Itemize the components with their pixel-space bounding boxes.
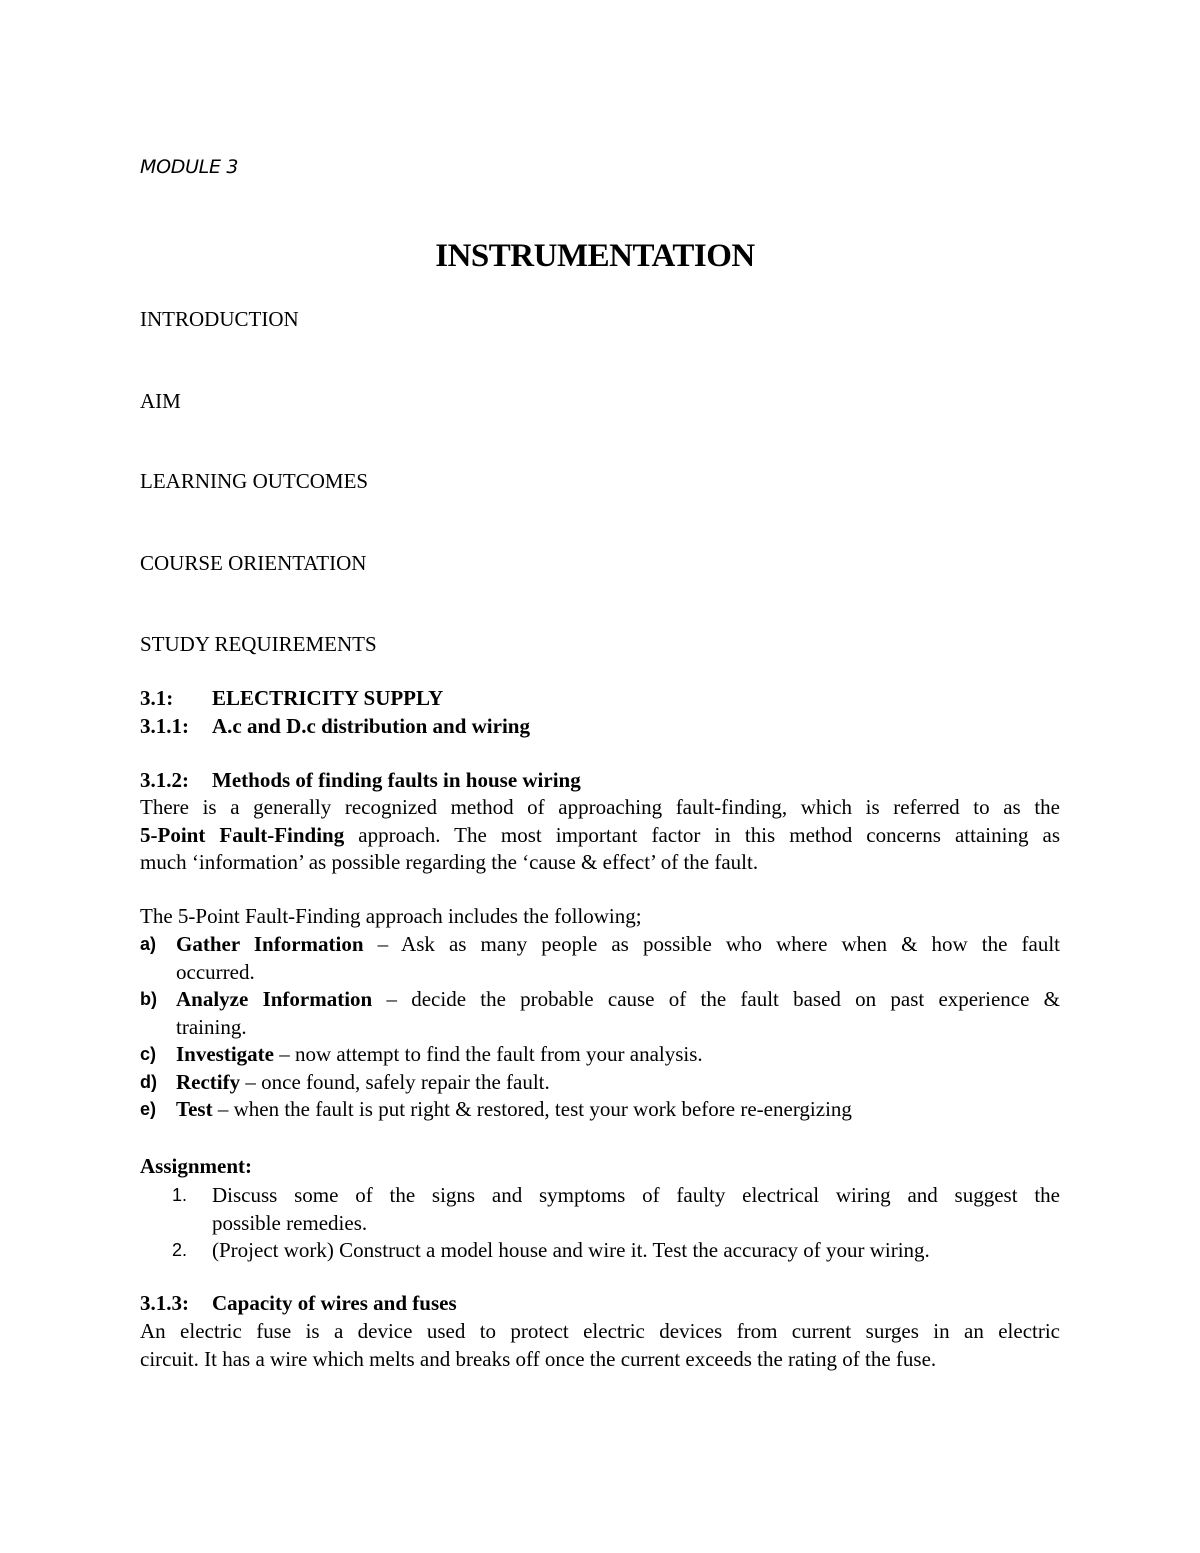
list-item-line: (Project work) Construct a model house and wire it. Test the accuracy of your wiring. xyxy=(212,1238,930,1262)
list-marker: e) xyxy=(140,1099,157,1119)
heading-study-requirements: STUDY REQUIREMENTS xyxy=(140,632,377,656)
paragraph-line: circuit. It has a wire which melts and breaks off once the current exceeds the rating of the fuse. xyxy=(140,1346,937,1371)
list-item-line xyxy=(176,1069,1060,1097)
step-term: Rectify xyxy=(176,1069,241,1094)
section-3-1-1 xyxy=(140,714,530,739)
section-title: Methods of finding faults in house wiring xyxy=(212,768,581,792)
paragraph-line xyxy=(140,822,1060,850)
list-item xyxy=(172,1237,1060,1265)
step-term: Investigate xyxy=(176,1042,274,1066)
heading-introduction: INTRODUCTION xyxy=(140,307,299,331)
fault-finding-intro-paragraph xyxy=(140,794,1060,877)
bold-term: 5-Point Fault-Finding xyxy=(140,822,345,847)
list-marker: 2. xyxy=(172,1240,188,1260)
list-item-line: Discuss some of the signs and symptoms of faulty electrical wiring and suggest the xyxy=(212,1183,1060,1207)
step-text: – decide the probable cause of the fault based on past experience & xyxy=(372,987,1060,1011)
assignment-heading: Assignment: xyxy=(140,1154,253,1178)
paragraph-line: much ‘information’ as possible regarding the ‘cause & effect’ of the fault. xyxy=(140,850,759,874)
assignment-list xyxy=(172,1182,1060,1265)
list-item xyxy=(172,1182,1060,1237)
list-marker: b) xyxy=(140,989,157,1009)
step-term: Gather Information xyxy=(176,932,364,956)
section-number: 3.1: xyxy=(140,686,174,710)
list-item xyxy=(140,1096,1060,1124)
section-number: 3.1.1: xyxy=(140,714,189,738)
paragraph-line: There is a generally recognized method of approaching fault-finding, which is referred to as the xyxy=(140,795,1060,819)
heading-learning-outcomes: LEARNING OUTCOMES xyxy=(140,469,369,493)
list-marker: a) xyxy=(140,934,157,954)
section-3-1-2 xyxy=(140,768,581,793)
section-number: 3.1.2: xyxy=(140,768,189,792)
list-item-line xyxy=(176,1096,1060,1124)
list-item xyxy=(140,1069,1060,1097)
page-title: INSTRUMENTATION xyxy=(435,238,755,274)
list-marker: c) xyxy=(140,1044,157,1064)
step-text: – now attempt to find the fault from your analysis. xyxy=(274,1042,703,1066)
section-number: 3.1.3: xyxy=(140,1291,189,1315)
list-item xyxy=(140,1041,1060,1069)
paragraph-line: An electric fuse is a device used to protect electric devices from current surges in an electric xyxy=(140,1319,1060,1343)
list-item-line xyxy=(176,931,1060,959)
heading-aim: AIM xyxy=(140,389,181,413)
five-point-steps-list xyxy=(140,931,1060,1124)
list-item xyxy=(140,986,1060,1041)
section-title: Capacity of wires and fuses xyxy=(212,1291,457,1315)
list-item-line: training. xyxy=(176,1014,247,1039)
step-text: – once found, safely repair the fault. xyxy=(240,1069,550,1094)
step-text: – when the fault is put right & restored, test your work before re-energizing xyxy=(212,1097,852,1121)
module-label: MODULE 3 xyxy=(140,156,239,178)
list-item xyxy=(140,931,1060,986)
list-item-line xyxy=(176,986,1060,1014)
step-term: Analyze Information xyxy=(176,987,373,1011)
section-title: A.c and D.c distribution and wiring xyxy=(212,714,530,738)
fuse-paragraph xyxy=(140,1318,1060,1373)
section-title: ELECTRICITY SUPPLY xyxy=(212,686,444,710)
section-3-1-3 xyxy=(140,1291,457,1316)
list-item-line: possible remedies. xyxy=(212,1210,368,1235)
heading-course-orientation: COURSE ORIENTATION xyxy=(140,551,367,575)
list-marker: d) xyxy=(140,1071,157,1092)
step-text: – Ask as many people as possible who where when & how the fault xyxy=(363,932,1060,956)
steps-intro: The 5-Point Fault-Finding approach includes the following; xyxy=(140,904,642,928)
section-3-1 xyxy=(140,686,443,711)
list-item-line xyxy=(176,1041,1060,1069)
paragraph-text: approach. The most important factor in this method concerns attaining as xyxy=(344,822,1060,847)
step-term: Test xyxy=(176,1097,213,1121)
list-marker: 1. xyxy=(172,1185,188,1205)
list-item-line: occurred. xyxy=(176,959,255,984)
